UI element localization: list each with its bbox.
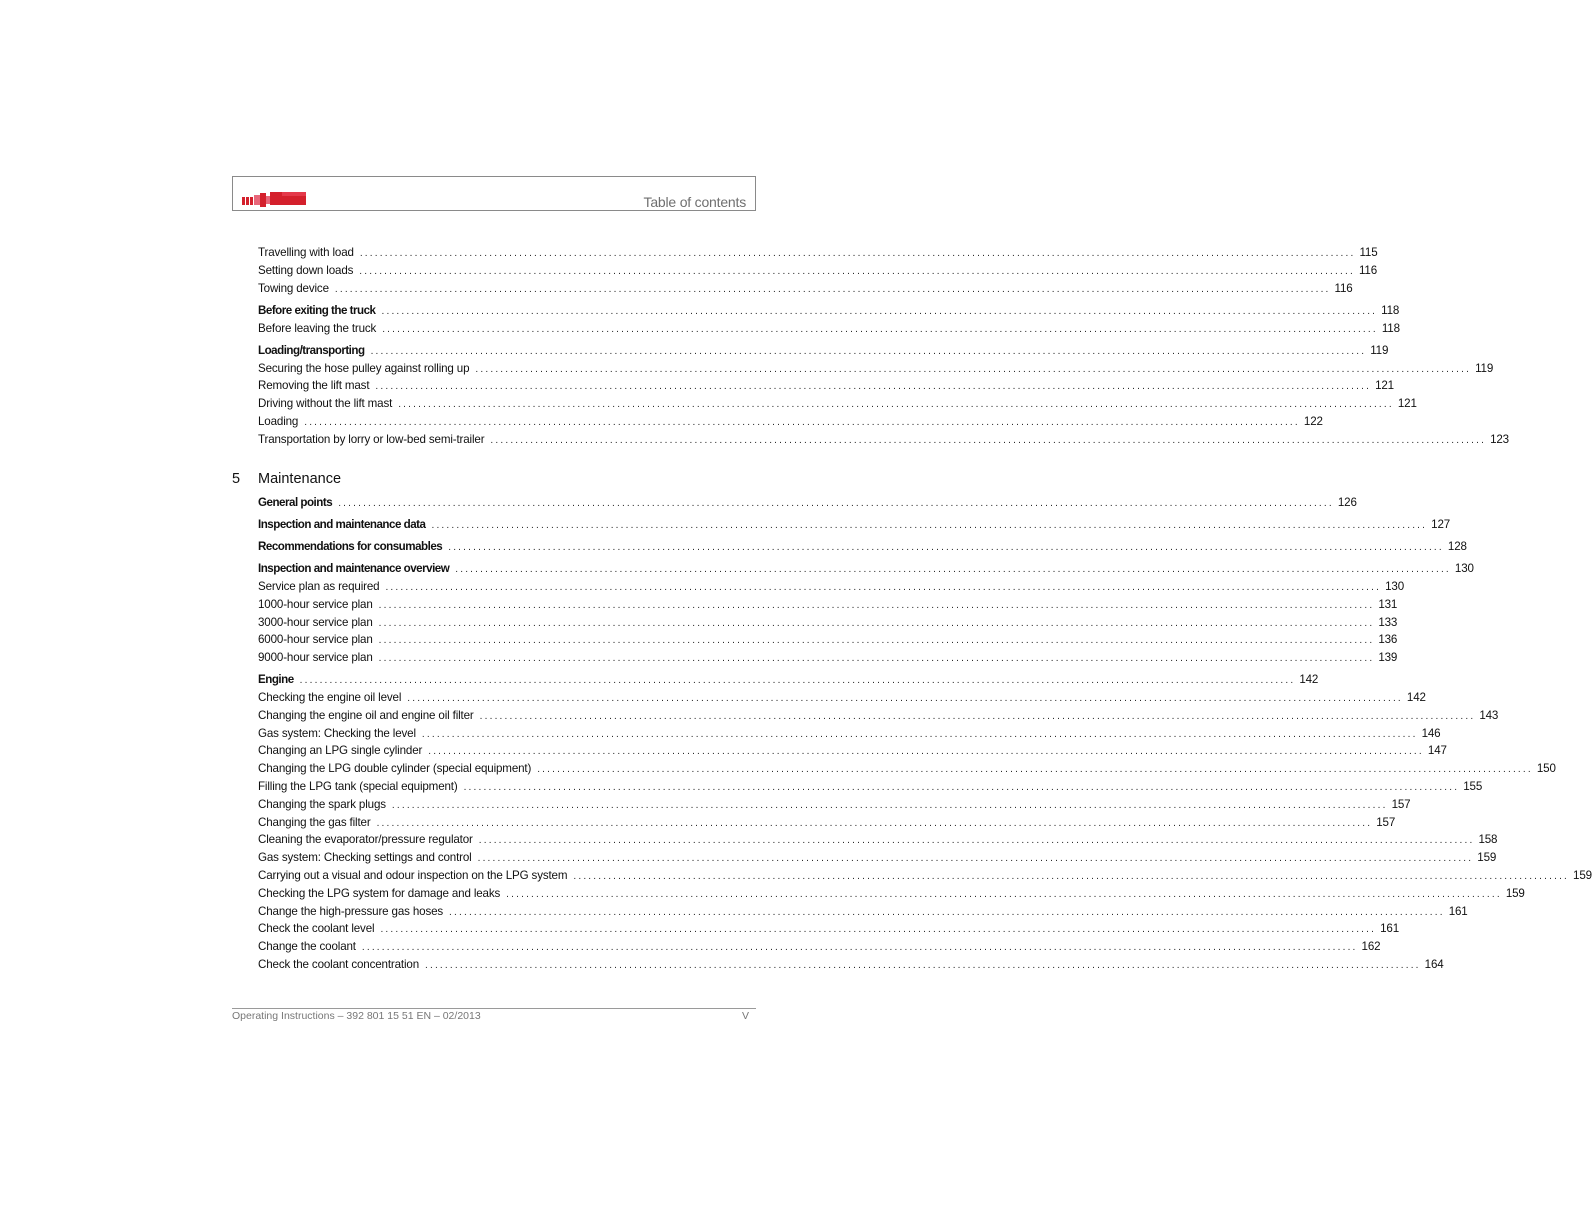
toc-entry-page: 119 xyxy=(1475,361,1494,375)
toc-leader-dots: ........................................................................................................................................................................................................ xyxy=(359,248,1356,259)
toc-entry[interactable] xyxy=(258,671,1319,689)
toc-entry[interactable] xyxy=(258,360,1494,378)
toc-entry-page: 142 xyxy=(1406,691,1426,705)
toc-leader-dots: ........................................................................................................................................................................................................ xyxy=(407,693,1403,705)
toc-leader-dots: ........................................................................................................................................................................................................ xyxy=(421,728,1418,740)
chapter-title: Maintenance xyxy=(258,470,342,487)
toc-entry[interactable] xyxy=(258,631,1398,649)
toc-leader-dots: ........................................................................................................................................................................................................ xyxy=(537,764,1533,776)
toc-entry-page: 116 xyxy=(1358,263,1377,277)
toc-entry-title: Before leaving the truck xyxy=(258,321,377,335)
toc-entry-title: Engine xyxy=(258,673,294,687)
chapter-heading xyxy=(232,466,748,492)
toc-leader-dots: ........................................................................................................................................................................................................ xyxy=(455,564,1451,576)
toc-entry-page: 121 xyxy=(1375,379,1394,393)
toc-leader-dots: ........................................................................................................................................................................................................ xyxy=(382,323,1378,335)
toc-entry-title: 9000-hour service plan xyxy=(258,651,373,665)
toc-entry-page: 126 xyxy=(1337,495,1357,509)
footer-page-number: V xyxy=(741,1010,749,1022)
toc-entry-title: Checking the engine oil level xyxy=(258,691,402,705)
page-header xyxy=(232,176,756,211)
toc-entry-title: Transportation by lorry or low-bed semi-trailer xyxy=(258,432,485,446)
toc-entry-page: 123 xyxy=(1490,432,1509,446)
toc-entry-page: 131 xyxy=(1378,597,1398,611)
toc-leader-dots: ........................................................................................................................................................................................................ xyxy=(431,519,1428,531)
toc-entry[interactable] xyxy=(258,280,1353,298)
toc-leader-dots: ........................................................................................................................................................................................................ xyxy=(391,799,1388,811)
toc-leader-dots: ........................................................................................................................................................................................................ xyxy=(381,305,1378,317)
toc-entry[interactable] xyxy=(258,395,1417,413)
toc-entry-title: Service plan as required xyxy=(258,579,380,593)
toc-entry-page: 155 xyxy=(1463,780,1483,794)
toc-entry[interactable] xyxy=(258,760,1556,778)
brand-logo-icon xyxy=(242,191,306,207)
toc-entry-page: 115 xyxy=(1359,246,1378,259)
toc-entry-page: 139 xyxy=(1378,651,1398,665)
toc-leader-dots: ........................................................................................................................................................................................................ xyxy=(428,746,1424,758)
toc-leader-dots: ........................................................................................................................................................................................................ xyxy=(334,283,1331,295)
toc-entry-page: 143 xyxy=(1479,708,1499,722)
toc-leader-dots: ........................................................................................................................................................................................................ xyxy=(573,871,1570,883)
toc-leader-dots: ........................................................................................................................................................................................................ xyxy=(475,363,1472,375)
table-of-contents xyxy=(232,244,1592,974)
toc-leader-dots: ........................................................................................................................................................................................................ xyxy=(385,581,1382,593)
toc-entry-page: 146 xyxy=(1421,726,1441,740)
toc-leader-dots: ........................................................................................................................................................................................................ xyxy=(361,942,1358,954)
toc-entry[interactable] xyxy=(258,596,1398,614)
toc-entry[interactable] xyxy=(258,956,1444,974)
toc-entry-page: 158 xyxy=(1478,833,1498,847)
toc-leader-dots: ........................................................................................................................................................................................................ xyxy=(463,782,1460,794)
toc-entry-title: Before exiting the truck xyxy=(258,303,376,317)
toc-entry-page: 118 xyxy=(1381,303,1400,317)
toc-entry[interactable] xyxy=(258,614,1398,632)
toc-leader-dots: ........................................................................................................................................................................................................ xyxy=(299,675,1296,687)
toc-entry[interactable] xyxy=(258,377,1394,395)
toc-leader-dots: ........................................................................................................................................................................................................ xyxy=(376,817,1373,829)
toc-leader-dots: ........................................................................................................................................................................................................ xyxy=(506,888,1502,900)
toc-leader-dots: ........................................................................................................................................................................................................ xyxy=(375,381,1372,393)
toc-entry-title: Gas system: Checking settings and control xyxy=(258,851,472,865)
toc-entry-title: Changing the engine oil and engine oil filter xyxy=(258,708,474,722)
toc-entry-title: Change the high-pressure gas hoses xyxy=(258,904,444,918)
toc-entry-page: 122 xyxy=(1303,414,1323,428)
toc-entry-page: 130 xyxy=(1454,562,1474,576)
toc-entry-page: 121 xyxy=(1397,397,1417,411)
toc-entry[interactable] xyxy=(258,516,1451,534)
toc-leader-dots: ........................................................................................................................................................................................................ xyxy=(449,906,1445,918)
toc-leader-dots: ........................................................................................................................................................................................................ xyxy=(448,541,1444,553)
toc-entry-title: Cleaning the evaporator/pressure regulator xyxy=(258,833,473,847)
toc-leader-dots: ........................................................................................................................................................................................................ xyxy=(380,924,1377,936)
toc-entry[interactable] xyxy=(258,814,1396,832)
toc-leader-dots: ........................................................................................................................................................................................................ xyxy=(378,635,1375,647)
toc-leader-dots: ........................................................................................................................................................................................................ xyxy=(370,345,1367,357)
toc-entry-title: Check the coolant level xyxy=(258,922,375,936)
toc-leader-dots: ........................................................................................................................................................................................................ xyxy=(479,710,1476,722)
toc-entry-title: Loading xyxy=(258,414,299,428)
toc-entry-page: 161 xyxy=(1380,922,1400,936)
toc-entry-title: Setting down loads xyxy=(258,263,354,277)
toc-entry-title: Removing the lift mast xyxy=(258,379,370,393)
toc-entry-title: 3000-hour service plan xyxy=(258,615,373,629)
toc-leader-dots: ........................................................................................................................................................................................................ xyxy=(359,265,1355,277)
toc-entry-title: Driving without the lift mast xyxy=(258,397,393,411)
toc-entry-title: Recommendations for consumables xyxy=(258,539,443,553)
toc-entry-page: 119 xyxy=(1370,343,1389,357)
page-title: Table of contents xyxy=(643,194,746,210)
toc-entry[interactable] xyxy=(258,707,1499,725)
toc-entry-title: Towing device xyxy=(258,281,329,295)
toc-entry[interactable] xyxy=(258,867,1592,885)
toc-entry-title: Check the coolant concentration xyxy=(258,958,419,972)
toc-entry[interactable] xyxy=(258,849,1497,867)
toc-leader-dots: ........................................................................................................................................................................................................ xyxy=(378,599,1375,611)
toc-entry-title: Gas system: Checking the level xyxy=(258,726,416,740)
toc-entry-page: 128 xyxy=(1447,539,1467,553)
toc-entry[interactable] xyxy=(258,725,1441,743)
toc-leader-dots: ........................................................................................................................................................................................................ xyxy=(378,653,1375,665)
toc-entry-title: Securing the hose pulley against rolling up xyxy=(258,361,470,375)
toc-leader-dots: ........................................................................................................................................................................................................ xyxy=(398,399,1394,411)
toc-entry-title: Changing the spark plugs xyxy=(258,797,386,811)
toc-entry-page: 150 xyxy=(1536,762,1556,776)
toc-entry-title: Inspection and maintenance data xyxy=(258,517,426,531)
toc-entry-title: Change the coolant xyxy=(258,940,356,954)
toc-entry[interactable] xyxy=(258,578,1405,596)
toc-entry-title: Filling the LPG tank (special equipment) xyxy=(258,780,458,794)
toc-leader-dots: ........................................................................................................................................................................................................ xyxy=(304,416,1300,428)
toc-entry[interactable] xyxy=(258,431,1509,449)
toc-entry-title: General points xyxy=(258,495,333,509)
toc-entry-page: 133 xyxy=(1378,615,1398,629)
toc-entry[interactable] xyxy=(258,413,1323,431)
toc-entry-title: Loading/transporting xyxy=(258,343,365,357)
toc-section-maintenance xyxy=(258,494,1592,974)
toc-entry-title: Checking the LPG system for damage and leaks xyxy=(258,886,501,900)
toc-entry-title: Travelling with load xyxy=(258,246,354,259)
toc-section-top xyxy=(258,244,1509,449)
toc-entry-page: 159 xyxy=(1573,869,1592,883)
toc-entry-title: Inspection and maintenance overview xyxy=(258,562,450,576)
toc-entry-page: 136 xyxy=(1378,633,1398,647)
toc-entry[interactable] xyxy=(258,560,1474,578)
toc-entry[interactable] xyxy=(258,244,1378,262)
toc-entry-page: 161 xyxy=(1448,904,1468,918)
toc-entry[interactable] xyxy=(258,885,1525,903)
toc-entry[interactable] xyxy=(258,342,1389,360)
toc-entry[interactable] xyxy=(258,796,1411,814)
toc-entry-page: 159 xyxy=(1505,886,1525,900)
toc-entry[interactable] xyxy=(258,778,1483,796)
chapter-number: 5 xyxy=(232,470,241,487)
toc-entry[interactable] xyxy=(258,538,1467,556)
toc-entry-title: 6000-hour service plan xyxy=(258,633,373,647)
toc-entry-page: 162 xyxy=(1361,940,1381,954)
toc-leader-dots: ........................................................................................................................................................................................................ xyxy=(490,434,1487,446)
toc-entry-title: 1000-hour service plan xyxy=(258,597,373,611)
toc-entry-page: 116 xyxy=(1334,281,1353,295)
toc-entry[interactable] xyxy=(258,938,1381,956)
toc-leader-dots: ........................................................................................................................................................................................................ xyxy=(378,617,1375,629)
toc-entry[interactable] xyxy=(258,742,1447,760)
toc-entry-page: 157 xyxy=(1391,797,1411,811)
toc-entry[interactable] xyxy=(258,689,1426,707)
toc-entry[interactable] xyxy=(258,649,1398,667)
toc-entry-page: 118 xyxy=(1381,321,1400,335)
toc-entry-page: 142 xyxy=(1299,673,1319,687)
toc-leader-dots: ........................................................................................................................................................................................................ xyxy=(478,835,1475,847)
footer-divider xyxy=(232,1008,756,1009)
toc-entry-page: 130 xyxy=(1385,579,1405,593)
toc-entry[interactable] xyxy=(258,302,1400,320)
toc-entry-page: 147 xyxy=(1427,744,1447,758)
toc-entry-title: Changing an LPG single cylinder xyxy=(258,744,423,758)
toc-entry[interactable] xyxy=(258,320,1400,338)
toc-entry-page: 127 xyxy=(1431,517,1451,531)
toc-entry[interactable] xyxy=(258,920,1400,938)
toc-entry-page: 159 xyxy=(1477,851,1497,865)
toc-entry-title: Changing the LPG double cylinder (special equipment) xyxy=(258,762,532,776)
toc-leader-dots: ........................................................................................................................................................................................................ xyxy=(338,497,1334,509)
toc-entry-page: 164 xyxy=(1424,958,1444,972)
toc-leader-dots: ........................................................................................................................................................................................................ xyxy=(425,960,1421,972)
footer-doc-info: Operating Instructions – 392 801 15 51 EN – 02/2013 xyxy=(232,1010,481,1022)
toc-entry-page: 157 xyxy=(1376,815,1396,829)
toc-entry-title: Carrying out a visual and odour inspection on the LPG system xyxy=(258,869,568,883)
toc-entry[interactable] xyxy=(258,262,1377,280)
toc-entry[interactable] xyxy=(258,831,1498,849)
toc-leader-dots: ........................................................................................................................................................................................................ xyxy=(477,853,1474,865)
toc-entry[interactable] xyxy=(258,494,1357,512)
toc-entry[interactable] xyxy=(258,903,1468,921)
toc-entry-title: Changing the gas filter xyxy=(258,815,371,829)
